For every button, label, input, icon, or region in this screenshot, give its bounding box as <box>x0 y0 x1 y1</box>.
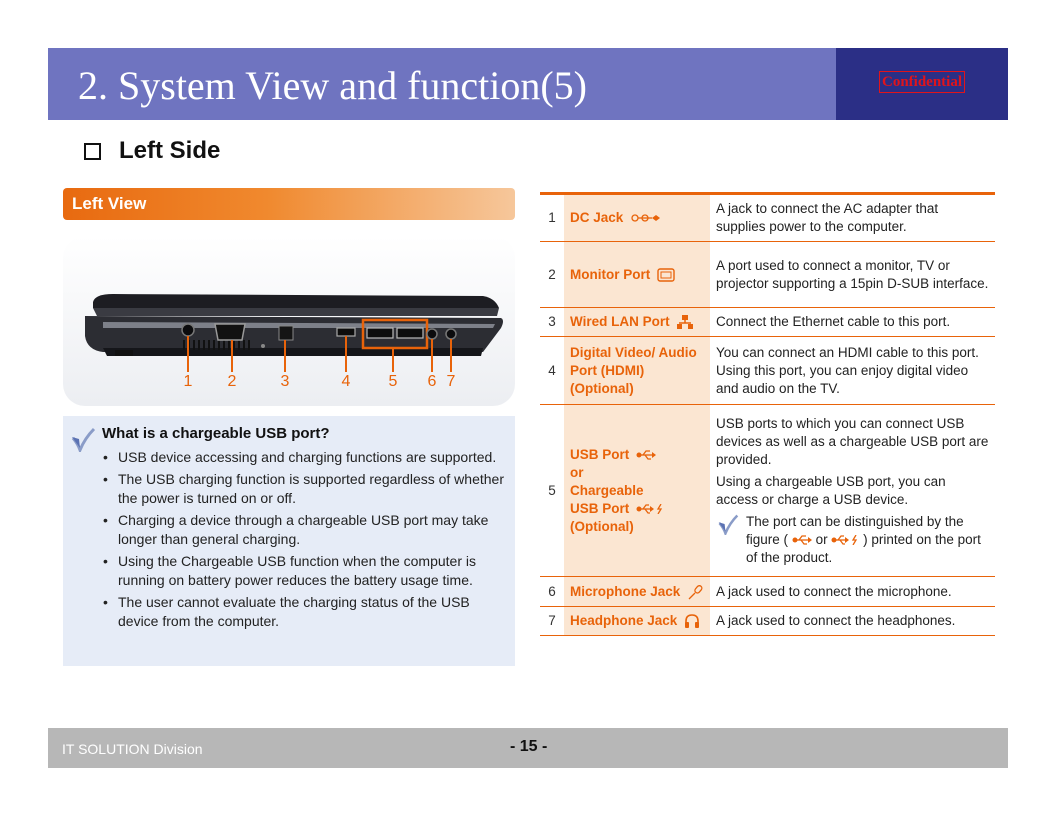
port-desc: USB ports to which you can connect USB devices as well as a chargeable USB port are provided. <box>716 415 989 467</box>
list-item: • USB device accessing and charging functions are supported. <box>100 448 512 467</box>
port-name-cell <box>564 607 710 636</box>
port-name: Chargeable <box>570 482 644 498</box>
port-name: Digital Video/ Audio Port (HDMI) (Optional) <box>570 344 697 396</box>
port-note <box>716 513 989 567</box>
note-text: or <box>815 531 828 547</box>
left-view-title: Left View <box>72 194 147 213</box>
port-name: (Optional) <box>570 518 634 534</box>
section-heading-label: Left Side <box>119 137 221 164</box>
list-item: • Charging a device through a chargeable USB port may take longer than general charging. <box>100 511 512 549</box>
port-number-4: 4 <box>341 373 351 390</box>
chargeable-usb-heading: What is a chargeable USB port? <box>102 425 330 442</box>
table-row <box>540 577 995 607</box>
page-title: 2. System View and function(5) <box>78 63 588 108</box>
note-pencil-icon <box>70 426 96 452</box>
port-number-6: 6 <box>427 373 437 390</box>
note-text: ) printed on the port of the product. <box>746 531 981 565</box>
microphone-icon <box>687 584 703 600</box>
port-name-cell <box>564 242 710 308</box>
port-name: Headphone Jack <box>570 613 678 628</box>
port-name-cell <box>564 308 710 337</box>
page-number: - 15 - <box>510 738 548 755</box>
port-name-or: or <box>570 464 584 480</box>
port-desc: Connect the Ethernet cable to this port. <box>710 308 995 337</box>
port-desc: You can connect an HDMI cable to this port. Using this port, you can enjoy digital video and audio on the TV. <box>710 337 995 405</box>
section-heading <box>84 137 220 165</box>
lan-icon <box>676 314 694 330</box>
chargeable-usb-icon <box>831 535 859 545</box>
confidential-badge: Confidential <box>879 71 965 93</box>
port-number-2: 2 <box>227 373 237 390</box>
dc-jack-icon <box>630 213 660 223</box>
port-num: 7 <box>540 607 564 636</box>
monitor-icon <box>657 268 675 282</box>
footer-division: IT SOLUTION Division <box>62 741 203 757</box>
port-name-cell <box>564 194 710 242</box>
port-number-3: 3 <box>280 373 290 390</box>
list-item: • The USB charging function is supported regardless of whether the power is turned on or off. <box>100 470 512 508</box>
usb-icon <box>792 535 812 545</box>
port-desc: A port used to connect a monitor, TV or projector supporting a 15pin D-SUB interface. <box>710 242 995 308</box>
list-item: • The user cannot evaluate the charging status of the USB device from the computer. <box>100 593 512 631</box>
port-name: Monitor Port <box>570 266 651 282</box>
port-name: DC Jack <box>570 210 624 225</box>
table-row <box>540 607 995 636</box>
note-pencil-icon <box>716 513 740 535</box>
port-num: 6 <box>540 577 564 607</box>
chargeable-usb-list <box>100 448 512 634</box>
port-num: 1 <box>540 194 564 242</box>
port-number-5: 5 <box>388 373 398 390</box>
usb-icon <box>636 450 656 460</box>
checkbox-bullet-icon <box>84 143 101 160</box>
table-row <box>540 242 995 308</box>
headphone-icon <box>684 613 700 629</box>
port-description-table <box>540 192 995 636</box>
port-num: 3 <box>540 308 564 337</box>
table-row <box>540 405 995 577</box>
port-num: 2 <box>540 242 564 308</box>
laptop-left-side-illustration <box>63 236 515 406</box>
port-name-cell <box>564 337 710 405</box>
chargeable-usb-icon <box>636 504 664 514</box>
table-row <box>540 194 995 242</box>
port-desc: A jack to connect the AC adapter that supplies power to the computer. <box>710 194 995 242</box>
port-number-7: 7 <box>446 373 456 390</box>
port-name: Microphone Jack <box>570 583 681 599</box>
port-name: Wired LAN Port <box>570 314 670 329</box>
port-desc: Using a chargeable USB port, you can access or charge a USB device. <box>716 473 946 507</box>
table-row <box>540 337 995 405</box>
port-desc: A jack used to connect the headphones. <box>710 607 995 636</box>
port-number-1: 1 <box>183 373 193 390</box>
port-name-cell <box>564 577 710 607</box>
port-num: 5 <box>540 405 564 577</box>
port-name-cell <box>564 405 710 577</box>
port-num: 4 <box>540 337 564 405</box>
table-row <box>540 308 995 337</box>
port-name: USB Port <box>570 446 630 462</box>
port-desc-cell <box>710 405 995 577</box>
port-name: USB Port <box>570 500 630 516</box>
port-desc: A jack used to connect the microphone. <box>710 577 995 607</box>
list-item: • Using the Chargeable USB function when the computer is running on battery power reduces the battery usage time. <box>100 552 512 590</box>
note-text: The port can be distinguished by the figure ( <box>746 513 964 547</box>
